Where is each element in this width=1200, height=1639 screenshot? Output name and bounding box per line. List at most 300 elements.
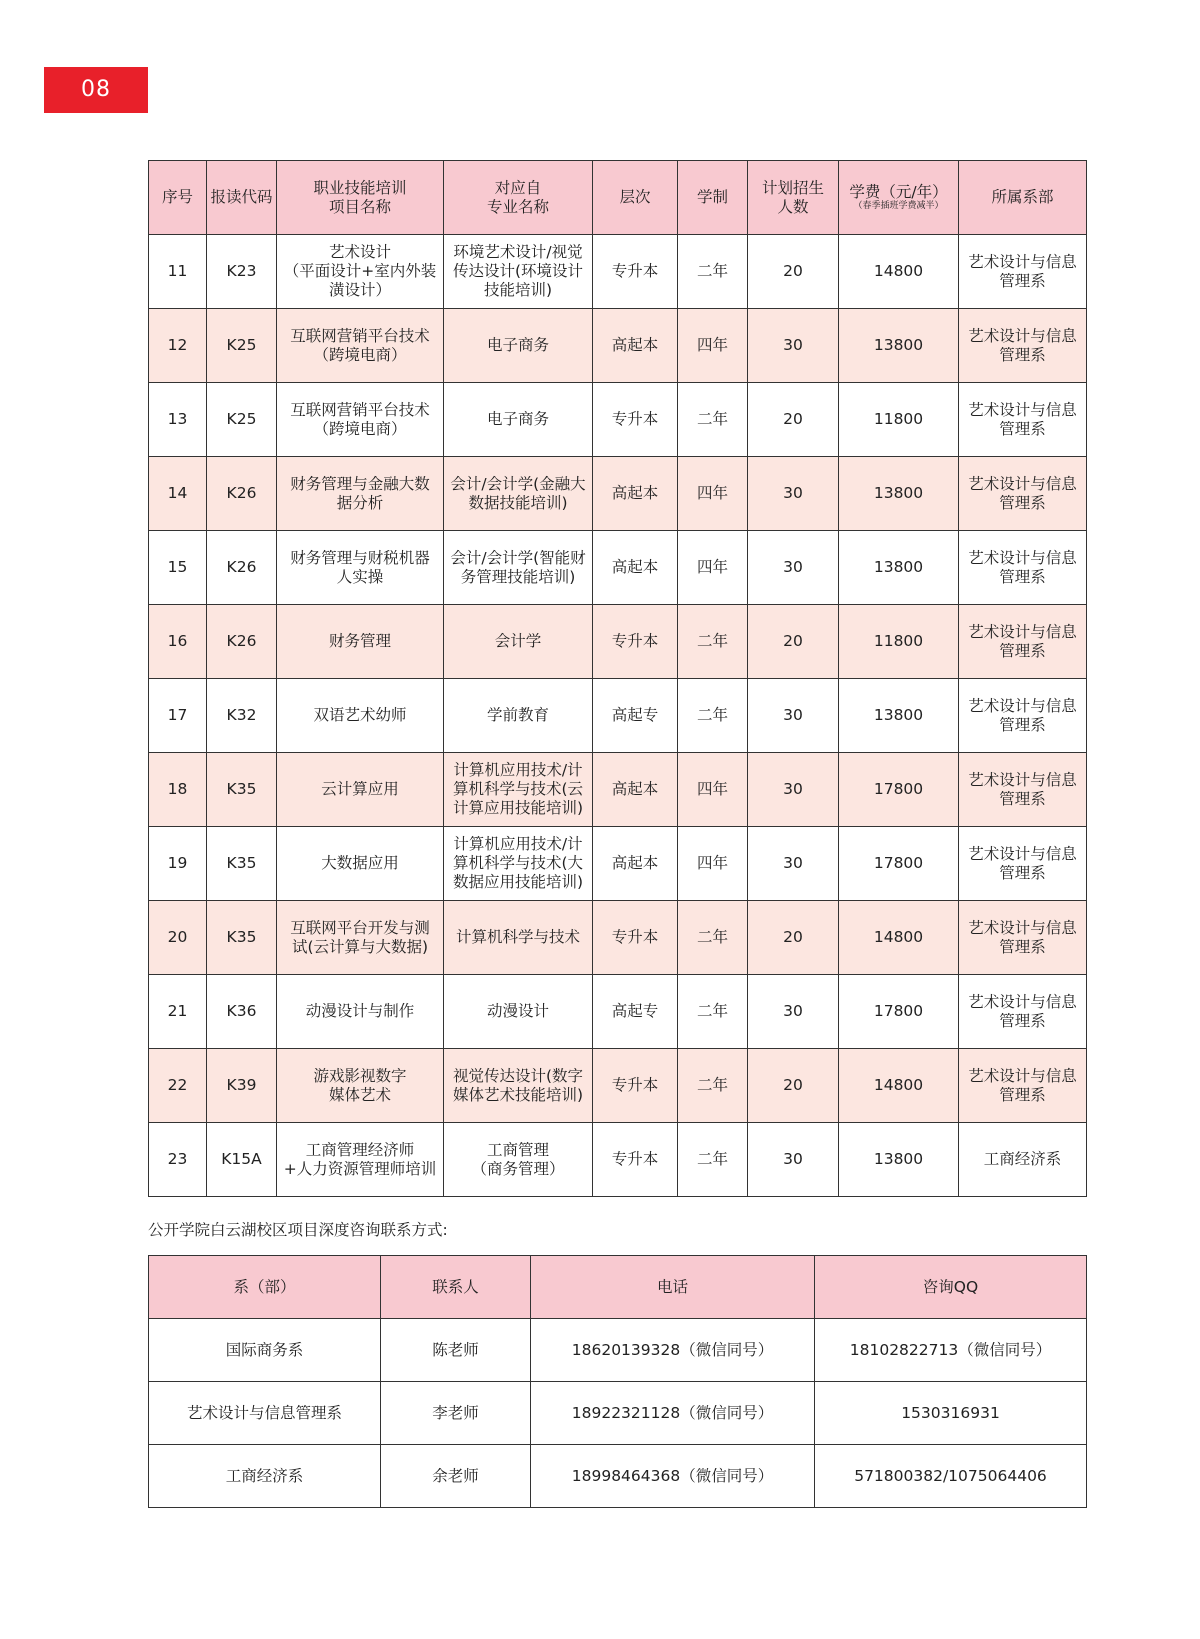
cell-level xyxy=(593,753,678,827)
cell-seq-text: 11 xyxy=(167,262,188,280)
cell-duration-text: 四年 xyxy=(696,484,728,502)
contact-cell-phone-text: 18998464368（微信同号） xyxy=(571,1466,774,1485)
cell-major-text: 计算机应用技术/计 算机科学与技术(大 数据应用技能培训) xyxy=(452,835,584,891)
cell-code-text: K26 xyxy=(226,632,257,650)
cell-code-text: K26 xyxy=(226,558,257,576)
cell-level xyxy=(593,1123,678,1197)
cell-seq-text: 14 xyxy=(167,484,188,502)
cell-major-text: 环境艺术设计/视觉 传达设计(环境设计 技能培训) xyxy=(452,243,584,299)
cell-training-project xyxy=(277,975,444,1049)
cell-major-text: 计算机应用技术/计 算机科学与技术(云 计算应用技能培训) xyxy=(452,761,584,817)
cell-seq xyxy=(149,309,207,383)
cell-department xyxy=(959,309,1087,383)
cell-duration-text: 二年 xyxy=(696,632,728,650)
cell-department-text: 艺术设计与信息 管理系 xyxy=(968,252,1077,290)
cell-training-project xyxy=(277,1049,444,1123)
cell-seq xyxy=(149,901,207,975)
cell-duration-text: 四年 xyxy=(696,558,728,576)
contact-header-phone-text: 电话 xyxy=(656,1277,688,1296)
cell-tuition xyxy=(839,531,959,605)
cell-duration-text: 二年 xyxy=(696,928,728,946)
cell-code-text: K25 xyxy=(226,410,257,428)
cell-seq-text: 17 xyxy=(167,706,188,724)
cell-seq xyxy=(149,457,207,531)
cell-major-text: 电子商务 xyxy=(486,410,549,428)
cell-code xyxy=(207,827,277,901)
cell-training-project-text: 财务管理 xyxy=(328,632,391,650)
cell-level xyxy=(593,383,678,457)
cell-level xyxy=(593,975,678,1049)
header-duration xyxy=(678,161,748,235)
cell-enrollment-text: 30 xyxy=(783,558,803,576)
cell-tuition xyxy=(839,235,959,309)
table-row xyxy=(149,309,1087,383)
cell-tuition xyxy=(839,753,959,827)
cell-training-project-text: 互联网平台开发与测 试(云计算与大数据) xyxy=(290,918,430,956)
cell-major xyxy=(444,1049,593,1123)
cell-seq xyxy=(149,1049,207,1123)
header-tuition-text: 学费（元/年） xyxy=(849,183,948,201)
cell-seq-text: 20 xyxy=(167,928,188,946)
cell-code-text: K36 xyxy=(226,1002,257,1020)
programs-header-row xyxy=(149,161,1087,235)
contact-cell-phone-text: 18620139328（微信同号） xyxy=(571,1340,774,1359)
cell-training-project-text: 云计算应用 xyxy=(321,780,399,798)
cell-duration xyxy=(678,827,748,901)
cell-level xyxy=(593,901,678,975)
cell-duration xyxy=(678,605,748,679)
cell-department xyxy=(959,1123,1087,1197)
cell-enrollment xyxy=(748,605,839,679)
cell-code-text: K35 xyxy=(226,780,257,798)
cell-duration-text: 二年 xyxy=(696,410,728,428)
contact-header-qq xyxy=(815,1256,1087,1319)
cell-major xyxy=(444,235,593,309)
cell-code xyxy=(207,383,277,457)
table-row xyxy=(149,753,1087,827)
cell-duration xyxy=(678,531,748,605)
contact-cell-department-text: 工商经济系 xyxy=(225,1466,304,1485)
contact-table xyxy=(148,1255,1087,1508)
contact-cell-contact-person-text: 余老师 xyxy=(432,1466,479,1485)
header-department xyxy=(959,161,1087,235)
cell-tuition xyxy=(839,1123,959,1197)
cell-enrollment-text: 30 xyxy=(783,1002,803,1020)
cell-level xyxy=(593,235,678,309)
cell-seq-text: 15 xyxy=(167,558,188,576)
cell-level xyxy=(593,531,678,605)
cell-level-text: 专升本 xyxy=(611,1150,659,1168)
cell-duration xyxy=(678,975,748,1049)
cell-level-text: 高起专 xyxy=(611,1002,659,1020)
cell-training-project-text: 财务管理与金融大数 据分析 xyxy=(290,474,430,512)
cell-enrollment-text: 30 xyxy=(783,780,803,798)
cell-enrollment xyxy=(748,827,839,901)
cell-tuition-text: 11800 xyxy=(873,632,924,650)
cell-department xyxy=(959,531,1087,605)
cell-level-text: 专升本 xyxy=(611,262,659,280)
contact-section-title: 公开学院白云湖校区项目深度咨询联系方式: xyxy=(148,1221,448,1239)
cell-major-text: 动漫设计 xyxy=(486,1002,549,1020)
cell-code xyxy=(207,605,277,679)
header-seq-text: 序号 xyxy=(161,188,193,206)
cell-seq xyxy=(149,1123,207,1197)
cell-duration xyxy=(678,1049,748,1123)
table-row xyxy=(149,901,1087,975)
cell-level xyxy=(593,309,678,383)
cell-enrollment-text: 30 xyxy=(783,484,803,502)
cell-duration xyxy=(678,235,748,309)
programs-table xyxy=(148,160,1087,1197)
cell-department-text: 艺术设计与信息 管理系 xyxy=(968,696,1077,734)
cell-major xyxy=(444,827,593,901)
cell-level-text: 专升本 xyxy=(611,632,659,650)
cell-code-text: K35 xyxy=(226,854,257,872)
table-row xyxy=(149,457,1087,531)
cell-duration-text: 二年 xyxy=(696,706,728,724)
cell-training-project-text: 互联网营销平台技术 （跨境电商） xyxy=(290,326,430,364)
cell-enrollment xyxy=(748,309,839,383)
cell-department xyxy=(959,605,1087,679)
cell-training-project xyxy=(277,383,444,457)
cell-code-text: K15A xyxy=(221,1150,262,1168)
header-duration-text: 学制 xyxy=(696,188,728,206)
cell-major xyxy=(444,1123,593,1197)
tuition-note: （春季插班学费减半） xyxy=(853,201,944,211)
cell-level-text: 高起本 xyxy=(611,854,659,872)
cell-level-text: 专升本 xyxy=(611,928,659,946)
cell-seq-text: 18 xyxy=(167,780,188,798)
cell-code xyxy=(207,531,277,605)
cell-tuition-text: 13800 xyxy=(873,1150,924,1168)
cell-duration xyxy=(678,383,748,457)
contact-cell-qq xyxy=(815,1382,1087,1445)
cell-department xyxy=(959,901,1087,975)
contact-cell-qq-text: 1530316931 xyxy=(901,1403,1000,1422)
header-level xyxy=(593,161,678,235)
cell-code xyxy=(207,753,277,827)
cell-training-project xyxy=(277,901,444,975)
cell-major-text: 工商管理 （商务管理） xyxy=(471,1140,565,1178)
cell-department-text: 艺术设计与信息 管理系 xyxy=(968,992,1077,1030)
cell-code xyxy=(207,1049,277,1123)
cell-level-text: 高起专 xyxy=(611,706,659,724)
cell-training-project xyxy=(277,753,444,827)
cell-department-text: 艺术设计与信息 管理系 xyxy=(968,474,1077,512)
cell-duration xyxy=(678,753,748,827)
cell-code xyxy=(207,679,277,753)
cell-tuition-text: 17800 xyxy=(873,854,924,872)
cell-code-text: K39 xyxy=(226,1076,257,1094)
table-row xyxy=(149,1049,1087,1123)
header-enrollment-text: 计划招生 人数 xyxy=(761,178,824,216)
cell-major-text: 计算机科学与技术 xyxy=(455,928,580,946)
header-enrollment xyxy=(748,161,839,235)
cell-tuition xyxy=(839,605,959,679)
cell-tuition xyxy=(839,679,959,753)
cell-duration-text: 四年 xyxy=(696,780,728,798)
cell-tuition-text: 14800 xyxy=(873,262,924,280)
contact-header-phone xyxy=(531,1256,815,1319)
cell-duration-text: 四年 xyxy=(696,854,728,872)
contact-header-row xyxy=(149,1256,1087,1319)
cell-tuition-text: 11800 xyxy=(873,410,924,428)
cell-department xyxy=(959,235,1087,309)
cell-enrollment-text: 20 xyxy=(783,1076,803,1094)
cell-enrollment xyxy=(748,1049,839,1123)
cell-training-project-text: 大数据应用 xyxy=(321,854,399,872)
header-code xyxy=(207,161,277,235)
cell-department xyxy=(959,383,1087,457)
cell-department xyxy=(959,827,1087,901)
cell-department xyxy=(959,753,1087,827)
cell-enrollment xyxy=(748,1123,839,1197)
cell-enrollment-text: 20 xyxy=(783,928,803,946)
cell-code-text: K25 xyxy=(226,336,257,354)
cell-training-project-text: 双语艺术幼师 xyxy=(313,706,407,724)
cell-major-text: 会计学 xyxy=(494,632,542,650)
cell-code xyxy=(207,235,277,309)
cell-training-project-text: 艺术设计 （平面设计+室内外装 潢设计） xyxy=(283,243,437,299)
cell-department-text: 艺术设计与信息 管理系 xyxy=(968,844,1077,882)
cell-level-text: 高起本 xyxy=(611,780,659,798)
contact-cell-qq xyxy=(815,1445,1087,1508)
cell-tuition-text: 17800 xyxy=(873,780,924,798)
cell-enrollment xyxy=(748,383,839,457)
cell-enrollment xyxy=(748,457,839,531)
cell-level xyxy=(593,605,678,679)
cell-code-text: K23 xyxy=(226,262,257,280)
cell-duration xyxy=(678,901,748,975)
contact-cell-qq-text: 571800382/1075064406 xyxy=(854,1466,1047,1485)
cell-enrollment xyxy=(748,901,839,975)
cell-seq-text: 16 xyxy=(167,632,188,650)
header-major xyxy=(444,161,593,235)
cell-duration-text: 二年 xyxy=(696,262,728,280)
cell-major-text: 电子商务 xyxy=(486,336,549,354)
cell-seq xyxy=(149,679,207,753)
cell-training-project-text: 互联网营销平台技术 （跨境电商） xyxy=(290,400,430,438)
cell-code-text: K26 xyxy=(226,484,257,502)
cell-tuition xyxy=(839,975,959,1049)
cell-enrollment-text: 30 xyxy=(783,706,803,724)
contact-table-body xyxy=(149,1319,1087,1508)
cell-seq-text: 13 xyxy=(167,410,188,428)
cell-department-text: 艺术设计与信息 管理系 xyxy=(968,548,1077,586)
cell-major xyxy=(444,901,593,975)
cell-enrollment-text: 20 xyxy=(783,632,803,650)
cell-enrollment-text: 20 xyxy=(783,410,803,428)
cell-tuition-text: 13800 xyxy=(873,336,924,354)
cell-enrollment xyxy=(748,679,839,753)
header-major-text: 对应自 专业名称 xyxy=(486,178,549,216)
cell-level xyxy=(593,679,678,753)
cell-major-text: 学前教育 xyxy=(486,706,549,724)
cell-seq xyxy=(149,975,207,1049)
cell-code xyxy=(207,901,277,975)
cell-training-project-text: 游戏影视数字 媒体艺术 xyxy=(313,1066,407,1104)
cell-major xyxy=(444,383,593,457)
cell-department-text: 艺术设计与信息 管理系 xyxy=(968,770,1077,808)
contact-table-header xyxy=(149,1256,1087,1319)
contact-cell-contact-person xyxy=(381,1319,531,1382)
cell-training-project xyxy=(277,309,444,383)
contact-cell-qq-text: 18102822713（微信同号） xyxy=(849,1340,1052,1359)
table-row xyxy=(149,383,1087,457)
cell-duration xyxy=(678,457,748,531)
cell-department-text: 艺术设计与信息 管理系 xyxy=(968,1066,1077,1104)
contact-cell-phone xyxy=(531,1382,815,1445)
programs-table-header xyxy=(149,161,1087,235)
cell-level-text: 高起本 xyxy=(611,336,659,354)
cell-major-text: 会计/会计学(智能财 务管理技能培训) xyxy=(450,548,586,586)
contact-cell-phone xyxy=(531,1445,815,1508)
cell-tuition xyxy=(839,309,959,383)
cell-seq xyxy=(149,605,207,679)
cell-seq-text: 21 xyxy=(167,1002,188,1020)
cell-tuition xyxy=(839,383,959,457)
cell-department xyxy=(959,1049,1087,1123)
cell-level-text: 专升本 xyxy=(611,410,659,428)
cell-major xyxy=(444,753,593,827)
table-row xyxy=(149,827,1087,901)
cell-major-text: 视觉传达设计(数字 媒体艺术技能培训) xyxy=(452,1066,584,1104)
cell-seq xyxy=(149,383,207,457)
cell-code xyxy=(207,1123,277,1197)
header-code-text: 报读代码 xyxy=(210,188,273,206)
contact-cell-department-text: 艺术设计与信息管理系 xyxy=(186,1403,342,1422)
contact-cell-contact-person xyxy=(381,1382,531,1445)
table-row xyxy=(149,1123,1087,1197)
cell-code-text: K32 xyxy=(226,706,257,724)
cell-level xyxy=(593,827,678,901)
cell-duration-text: 四年 xyxy=(696,336,728,354)
cell-seq-text: 22 xyxy=(167,1076,188,1094)
cell-tuition xyxy=(839,457,959,531)
table-row xyxy=(149,679,1087,753)
cell-code xyxy=(207,457,277,531)
table-row xyxy=(149,1319,1087,1382)
contact-header-department-text: 系（部） xyxy=(233,1277,296,1296)
contact-cell-qq xyxy=(815,1319,1087,1382)
cell-seq xyxy=(149,531,207,605)
cell-tuition-text: 13800 xyxy=(873,484,924,502)
cell-major xyxy=(444,457,593,531)
cell-enrollment-text: 30 xyxy=(783,854,803,872)
cell-code-text: K35 xyxy=(226,928,257,946)
cell-training-project xyxy=(277,457,444,531)
contact-header-qq-text: 咨询QQ xyxy=(922,1277,979,1296)
programs-table-body xyxy=(149,235,1087,1197)
contact-cell-contact-person-text: 陈老师 xyxy=(432,1340,479,1359)
cell-department xyxy=(959,975,1087,1049)
contact-cell-department xyxy=(149,1382,381,1445)
cell-seq xyxy=(149,235,207,309)
cell-major xyxy=(444,605,593,679)
cell-department-text: 艺术设计与信息 管理系 xyxy=(968,918,1077,956)
cell-enrollment xyxy=(748,753,839,827)
cell-enrollment xyxy=(748,531,839,605)
cell-enrollment xyxy=(748,235,839,309)
cell-training-project xyxy=(277,235,444,309)
cell-tuition xyxy=(839,827,959,901)
cell-tuition xyxy=(839,901,959,975)
cell-major xyxy=(444,679,593,753)
cell-duration xyxy=(678,679,748,753)
header-seq xyxy=(149,161,207,235)
cell-major xyxy=(444,309,593,383)
cell-tuition-text: 14800 xyxy=(873,1076,924,1094)
header-training-project xyxy=(277,161,444,235)
header-department-text: 所属系部 xyxy=(991,188,1054,206)
contact-cell-department-text: 国际商务系 xyxy=(225,1340,304,1359)
table-row xyxy=(149,975,1087,1049)
table-row xyxy=(149,235,1087,309)
cell-seq xyxy=(149,753,207,827)
cell-seq-text: 12 xyxy=(167,336,188,354)
cell-enrollment-text: 20 xyxy=(783,262,803,280)
cell-tuition xyxy=(839,1049,959,1123)
cell-seq xyxy=(149,827,207,901)
contact-cell-contact-person-text: 李老师 xyxy=(432,1403,479,1422)
cell-duration-text: 二年 xyxy=(696,1150,728,1168)
table-row xyxy=(149,1445,1087,1508)
cell-tuition-text: 13800 xyxy=(873,558,924,576)
cell-tuition-text: 17800 xyxy=(873,1002,924,1020)
cell-tuition-text: 13800 xyxy=(873,706,924,724)
contact-cell-department xyxy=(149,1445,381,1508)
header-level-text: 层次 xyxy=(619,188,651,206)
cell-seq-text: 19 xyxy=(167,854,188,872)
cell-department-text: 艺术设计与信息 管理系 xyxy=(968,326,1077,364)
cell-seq-text: 23 xyxy=(167,1150,188,1168)
cell-department xyxy=(959,679,1087,753)
cell-major xyxy=(444,531,593,605)
cell-department-text: 工商经济系 xyxy=(983,1150,1062,1168)
cell-training-project-text: 动漫设计与制作 xyxy=(305,1002,415,1020)
cell-department-text: 艺术设计与信息 管理系 xyxy=(968,622,1077,660)
cell-level xyxy=(593,457,678,531)
header-tuition xyxy=(839,161,959,235)
contact-cell-contact-person xyxy=(381,1445,531,1508)
contact-cell-department xyxy=(149,1319,381,1382)
contact-header-department xyxy=(149,1256,381,1319)
contact-header-contact-person xyxy=(381,1256,531,1319)
header-training-project-text: 职业技能培训 项目名称 xyxy=(313,178,407,216)
cell-training-project xyxy=(277,827,444,901)
table-row xyxy=(149,1382,1087,1445)
cell-code xyxy=(207,975,277,1049)
page-number-badge: 08 xyxy=(44,67,148,113)
cell-department-text: 艺术设计与信息 管理系 xyxy=(968,400,1077,438)
cell-training-project xyxy=(277,531,444,605)
cell-level-text: 高起本 xyxy=(611,484,659,502)
cell-training-project xyxy=(277,1123,444,1197)
cell-enrollment xyxy=(748,975,839,1049)
cell-level-text: 专升本 xyxy=(611,1076,659,1094)
cell-enrollment-text: 30 xyxy=(783,336,803,354)
cell-duration xyxy=(678,309,748,383)
cell-duration-text: 二年 xyxy=(696,1076,728,1094)
cell-level-text: 高起本 xyxy=(611,558,659,576)
cell-tuition-text: 14800 xyxy=(873,928,924,946)
cell-major-text: 会计/会计学(金融大 数据技能培训) xyxy=(450,474,586,512)
cell-training-project-text: 工商管理经济师 +人力资源管理师培训 xyxy=(283,1140,437,1178)
cell-enrollment-text: 30 xyxy=(783,1150,803,1168)
contact-cell-phone-text: 18922321128（微信同号） xyxy=(571,1403,774,1422)
cell-major xyxy=(444,975,593,1049)
cell-training-project xyxy=(277,605,444,679)
